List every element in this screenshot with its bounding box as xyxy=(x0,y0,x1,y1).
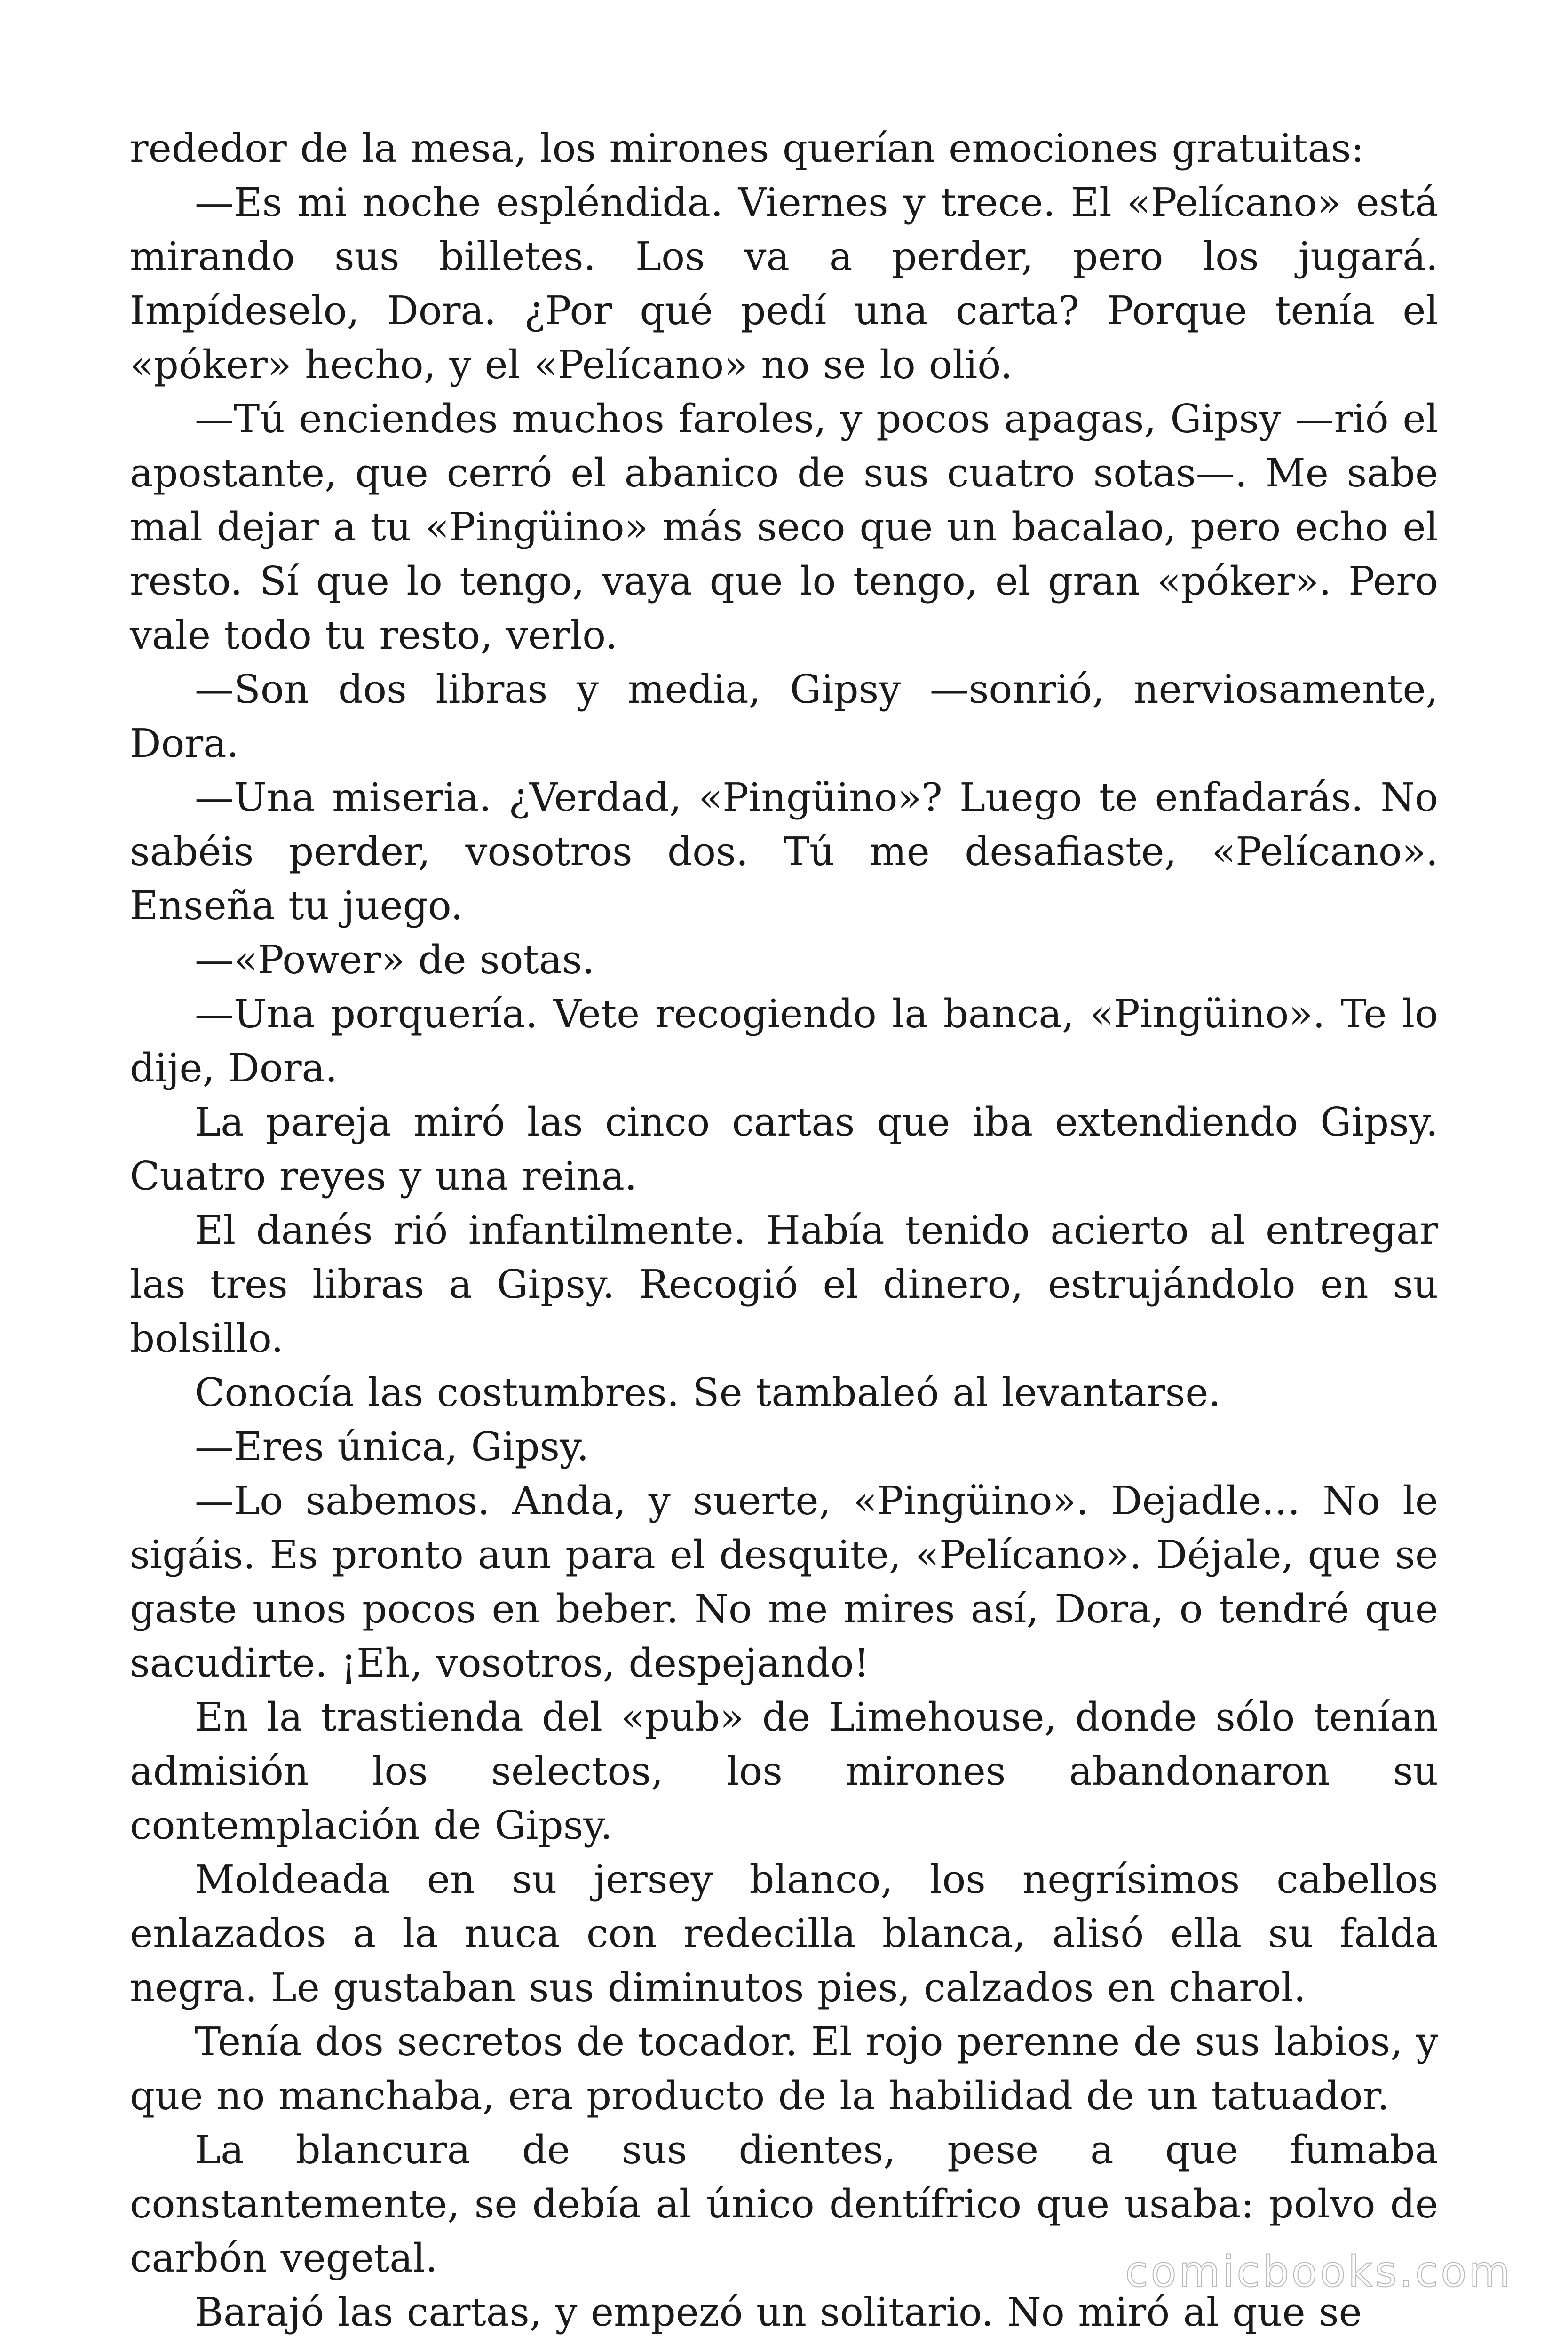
paragraph: —Una porquería. Vete recogiendo la banca, «Pingüino». Te lo dije, Dora. xyxy=(130,991,1438,1091)
paragraph: —Son dos libras y media, Gipsy —sonrió, nerviosamente, Dora. xyxy=(130,667,1438,766)
paragraph: La blancura de sus dientes, pese a que fumaba constantemente, se debía al único dentífrico que usaba: polvo de carbón vegetal. xyxy=(130,2127,1438,2281)
paragraph: Tenía dos secretos de tocador. El rojo perenne de sus labios, y que no manchaba, era producto de la habilidad de un tatuador. xyxy=(130,2019,1438,2119)
paragraph: La pareja miró las cinco cartas que iba extendiendo Gipsy. Cuatro reyes y una reina. xyxy=(130,1099,1438,1199)
paragraph: —Una miseria. ¿Verdad, «Pingüino»? Luego te enfadarás. No sabéis perder, vosotros dos. Tú me desafiaste, «Pelícano». Enseña tu juego. xyxy=(130,775,1438,929)
paragraph: —Lo sabemos. Anda, y suerte, «Pingüino». Dejadle… No le sigáis. Es pronto aun para el desquite, «Pelícano». Déjale, que se gaste unos pocos en beber. No me mires así, Dora, o tendré que sacudirte. ¡Eh, vosotros, despejando! xyxy=(130,1478,1438,1686)
paragraph: —Tú enciendes muchos faroles, y pocos apagas, Gipsy —rió el apostante, que cerró el abanico de sus cuatro sotas—. Me sabe mal dejar a tu «Pingüino» más seco que un bacalao, pero echo el resto. Sí que lo tengo, vaya que lo tengo, el gran «póker». Pero vale todo tu resto, verlo. xyxy=(130,396,1438,658)
page-body xyxy=(130,121,1438,2339)
paragraph: —Es mi noche espléndida. Viernes y trece. El «Pelícano» está mirando sus billetes. Los va a perder, pero los jugará. Impídeselo, Dora. ¿Por qué pedí una carta? Porque tenía el «póker» hecho, y el «Pelícano» no se lo olió. xyxy=(130,180,1438,388)
watermark: comicbooks.com xyxy=(1125,2247,1513,2296)
paragraph: —«Power» de sotas. xyxy=(195,937,595,983)
paragraph: Conocía las costumbres. Se tambaleó al levantarse. xyxy=(195,1370,1221,1415)
paragraph: Moldeada en su jersey blanco, los negrísimos cabellos enlazados a la nuca con redecilla blanca, alisó ella su falda negra. Le gustaban sus diminutos pies, calzados en charol. xyxy=(130,1857,1438,2010)
paragraph: Barajó las cartas, y empezó un solitario. No miró al que se xyxy=(195,2289,1362,2335)
paragraph: rededor de la mesa, los mirones querían emociones gratuitas: xyxy=(130,126,1364,171)
paragraph: —Eres única, Gipsy. xyxy=(195,1424,589,1470)
paragraph: En la trastienda del «pub» de Limehouse, donde sólo tenían admisión los selectos, los mirones abandonaron su contemplación de Gipsy. xyxy=(130,1694,1438,1848)
paragraph: El danés rió infantilmente. Había tenido acierto al entregar las tres libras a Gipsy. Recogió el dinero, estrujándolo en su bolsillo. xyxy=(130,1208,1438,1361)
